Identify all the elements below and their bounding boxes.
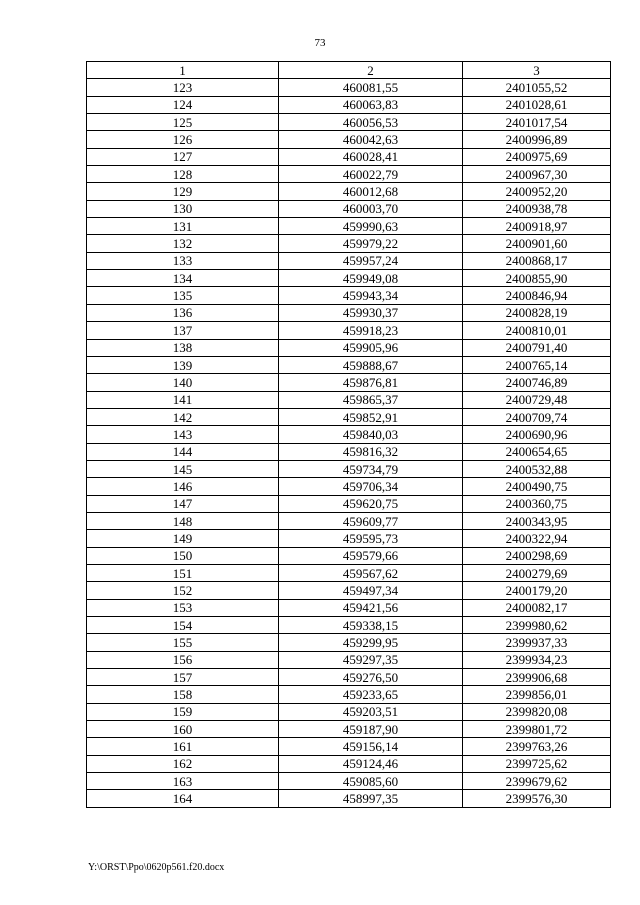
column-header: 3: [463, 62, 611, 79]
point-number-cell: 125: [87, 114, 279, 131]
x-coordinate-cell: 459156,14: [279, 738, 463, 755]
y-coordinate-cell: 2400828,19: [463, 304, 611, 321]
point-number-cell: 139: [87, 356, 279, 373]
x-coordinate-cell: 459930,37: [279, 304, 463, 321]
y-coordinate-cell: 2400729,48: [463, 391, 611, 408]
x-coordinate-cell: 460003,70: [279, 200, 463, 217]
point-number-cell: 158: [87, 686, 279, 703]
x-coordinate-cell: 460063,83: [279, 96, 463, 113]
y-coordinate-cell: 2400810,01: [463, 322, 611, 339]
point-number-cell: 136: [87, 304, 279, 321]
x-coordinate-cell: 459949,08: [279, 270, 463, 287]
point-number-cell: 135: [87, 287, 279, 304]
point-number-cell: 150: [87, 547, 279, 564]
y-coordinate-cell: 2399906,68: [463, 669, 611, 686]
point-number-cell: 154: [87, 617, 279, 634]
table-row: [87, 148, 611, 165]
table-row: [87, 686, 611, 703]
y-coordinate-cell: 2399820,08: [463, 703, 611, 720]
x-coordinate-cell: 459299,95: [279, 634, 463, 651]
y-coordinate-cell: 2400532,88: [463, 460, 611, 477]
point-number-cell: 128: [87, 166, 279, 183]
x-coordinate-cell: 459979,22: [279, 235, 463, 252]
y-coordinate-cell: 2400918,97: [463, 218, 611, 235]
y-coordinate-cell: 2400690,96: [463, 426, 611, 443]
y-coordinate-cell: 2399856,01: [463, 686, 611, 703]
point-number-cell: 148: [87, 512, 279, 529]
x-coordinate-cell: 459203,51: [279, 703, 463, 720]
table-row: [87, 200, 611, 217]
table-row: [87, 669, 611, 686]
x-coordinate-cell: 460028,41: [279, 148, 463, 165]
table-row: [87, 721, 611, 738]
y-coordinate-cell: 2399934,23: [463, 651, 611, 668]
point-number-cell: 146: [87, 478, 279, 495]
table-body: [87, 79, 611, 807]
point-number-cell: 160: [87, 721, 279, 738]
x-coordinate-cell: 459085,60: [279, 773, 463, 790]
y-coordinate-cell: 2400709,74: [463, 408, 611, 425]
table-row: [87, 564, 611, 581]
x-coordinate-cell: 459124,46: [279, 755, 463, 772]
y-coordinate-cell: 2399980,62: [463, 617, 611, 634]
point-number-cell: 138: [87, 339, 279, 356]
point-number-cell: 129: [87, 183, 279, 200]
y-coordinate-cell: 2400490,75: [463, 478, 611, 495]
point-number-cell: 126: [87, 131, 279, 148]
page-number: 73: [314, 37, 326, 49]
table-row: [87, 339, 611, 356]
point-number-cell: 137: [87, 322, 279, 339]
y-coordinate-cell: 2400746,89: [463, 374, 611, 391]
y-coordinate-cell: 2400279,69: [463, 564, 611, 581]
x-coordinate-cell: 459943,34: [279, 287, 463, 304]
table-row: [87, 738, 611, 755]
point-number-cell: 134: [87, 270, 279, 287]
table-row: [87, 374, 611, 391]
y-coordinate-cell: 2400654,65: [463, 443, 611, 460]
coordinates-table: [86, 61, 611, 808]
x-coordinate-cell: 459918,23: [279, 322, 463, 339]
y-coordinate-cell: 2400360,75: [463, 495, 611, 512]
x-coordinate-cell: 460012,68: [279, 183, 463, 200]
point-number-cell: 143: [87, 426, 279, 443]
point-number-cell: 131: [87, 218, 279, 235]
y-coordinate-cell: 2400791,40: [463, 339, 611, 356]
table-header: [87, 62, 611, 79]
x-coordinate-cell: 459865,37: [279, 391, 463, 408]
table-row: [87, 322, 611, 339]
y-coordinate-cell: 2399801,72: [463, 721, 611, 738]
point-number-cell: 164: [87, 790, 279, 807]
y-coordinate-cell: 2400322,94: [463, 530, 611, 547]
table-row: [87, 634, 611, 651]
table-row: [87, 166, 611, 183]
x-coordinate-cell: 459888,67: [279, 356, 463, 373]
y-coordinate-cell: 2401028,61: [463, 96, 611, 113]
table-row: [87, 703, 611, 720]
point-number-cell: 157: [87, 669, 279, 686]
table-row: [87, 235, 611, 252]
column-header: 1: [87, 62, 279, 79]
x-coordinate-cell: 459706,34: [279, 478, 463, 495]
point-number-cell: 130: [87, 200, 279, 217]
y-coordinate-cell: 2400343,95: [463, 512, 611, 529]
point-number-cell: 149: [87, 530, 279, 547]
point-number-cell: 161: [87, 738, 279, 755]
y-coordinate-cell: 2400901,60: [463, 235, 611, 252]
x-coordinate-cell: 459734,79: [279, 460, 463, 477]
x-coordinate-cell: 459276,50: [279, 669, 463, 686]
y-coordinate-cell: 2400298,69: [463, 547, 611, 564]
table-row: [87, 547, 611, 564]
table-row: [87, 512, 611, 529]
x-coordinate-cell: 459816,32: [279, 443, 463, 460]
y-coordinate-cell: 2400082,17: [463, 599, 611, 616]
table-row: [87, 79, 611, 96]
table-row: [87, 530, 611, 547]
x-coordinate-cell: 459567,62: [279, 564, 463, 581]
y-coordinate-cell: 2400868,17: [463, 252, 611, 269]
point-number-cell: 152: [87, 582, 279, 599]
y-coordinate-cell: 2400938,78: [463, 200, 611, 217]
table-row: [87, 790, 611, 807]
table-row: [87, 287, 611, 304]
table-header-row: [87, 62, 611, 79]
y-coordinate-cell: 2400952,20: [463, 183, 611, 200]
table-row: [87, 252, 611, 269]
x-coordinate-cell: 459579,66: [279, 547, 463, 564]
table-row: [87, 460, 611, 477]
x-coordinate-cell: 459957,24: [279, 252, 463, 269]
table-row: [87, 391, 611, 408]
x-coordinate-cell: 459990,63: [279, 218, 463, 235]
point-number-cell: 153: [87, 599, 279, 616]
point-number-cell: 151: [87, 564, 279, 581]
point-number-cell: 133: [87, 252, 279, 269]
x-coordinate-cell: 459297,35: [279, 651, 463, 668]
y-coordinate-cell: 2399576,30: [463, 790, 611, 807]
table-row: [87, 443, 611, 460]
point-number-cell: 162: [87, 755, 279, 772]
x-coordinate-cell: 459338,15: [279, 617, 463, 634]
x-coordinate-cell: 460056,53: [279, 114, 463, 131]
x-coordinate-cell: 460081,55: [279, 79, 463, 96]
table-row: [87, 582, 611, 599]
y-coordinate-cell: 2400855,90: [463, 270, 611, 287]
point-number-cell: 163: [87, 773, 279, 790]
table-row: [87, 478, 611, 495]
point-number-cell: 145: [87, 460, 279, 477]
table-row: [87, 599, 611, 616]
y-coordinate-cell: 2399763,26: [463, 738, 611, 755]
y-coordinate-cell: 2401055,52: [463, 79, 611, 96]
point-number-cell: 141: [87, 391, 279, 408]
x-coordinate-cell: 459421,56: [279, 599, 463, 616]
y-coordinate-cell: 2400967,30: [463, 166, 611, 183]
table-row: [87, 617, 611, 634]
y-coordinate-cell: 2399937,33: [463, 634, 611, 651]
x-coordinate-cell: 459609,77: [279, 512, 463, 529]
y-coordinate-cell: 2400765,14: [463, 356, 611, 373]
point-number-cell: 142: [87, 408, 279, 425]
point-number-cell: 156: [87, 651, 279, 668]
y-coordinate-cell: 2400179,20: [463, 582, 611, 599]
table-row: [87, 773, 611, 790]
x-coordinate-cell: 459905,96: [279, 339, 463, 356]
point-number-cell: 155: [87, 634, 279, 651]
y-coordinate-cell: 2399725,62: [463, 755, 611, 772]
x-coordinate-cell: 459876,81: [279, 374, 463, 391]
point-number-cell: 127: [87, 148, 279, 165]
point-number-cell: 144: [87, 443, 279, 460]
table-row: [87, 114, 611, 131]
table-row: [87, 218, 611, 235]
point-number-cell: 159: [87, 703, 279, 720]
y-coordinate-cell: 2400846,94: [463, 287, 611, 304]
point-number-cell: 124: [87, 96, 279, 113]
x-coordinate-cell: 459595,73: [279, 530, 463, 547]
table-row: [87, 183, 611, 200]
table-row: [87, 755, 611, 772]
table-row: [87, 426, 611, 443]
x-coordinate-cell: 459187,90: [279, 721, 463, 738]
table-row: [87, 304, 611, 321]
point-number-cell: 132: [87, 235, 279, 252]
table-row: [87, 131, 611, 148]
table-row: [87, 495, 611, 512]
x-coordinate-cell: 459840,03: [279, 426, 463, 443]
table-row: [87, 356, 611, 373]
x-coordinate-cell: 459620,75: [279, 495, 463, 512]
point-number-cell: 123: [87, 79, 279, 96]
point-number-cell: 140: [87, 374, 279, 391]
y-coordinate-cell: 2400996,89: [463, 131, 611, 148]
column-header: 2: [279, 62, 463, 79]
x-coordinate-cell: 459233,65: [279, 686, 463, 703]
table-row: [87, 270, 611, 287]
table-row: [87, 651, 611, 668]
x-coordinate-cell: 460042,63: [279, 131, 463, 148]
footer-file-path: Y:\ORST\Ppo\0620p561.f20.docx: [88, 862, 225, 873]
x-coordinate-cell: 459497,34: [279, 582, 463, 599]
point-number-cell: 147: [87, 495, 279, 512]
x-coordinate-cell: 459852,91: [279, 408, 463, 425]
table-row: [87, 96, 611, 113]
y-coordinate-cell: 2400975,69: [463, 148, 611, 165]
y-coordinate-cell: 2399679,62: [463, 773, 611, 790]
x-coordinate-cell: 460022,79: [279, 166, 463, 183]
table-row: [87, 408, 611, 425]
y-coordinate-cell: 2401017,54: [463, 114, 611, 131]
x-coordinate-cell: 458997,35: [279, 790, 463, 807]
